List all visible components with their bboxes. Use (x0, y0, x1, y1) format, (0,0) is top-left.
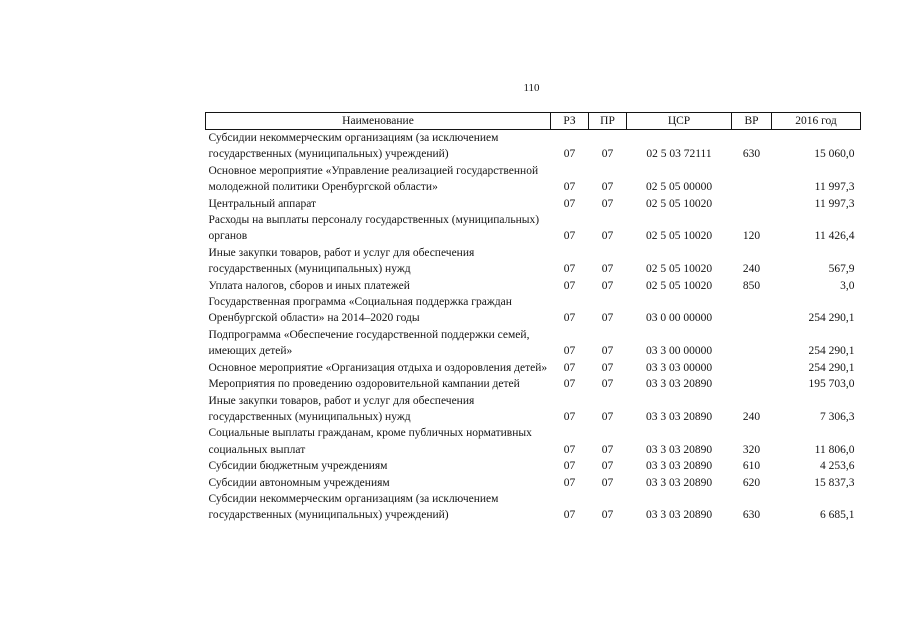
row-sum: 15 060,0 (814, 148, 855, 161)
row-sum: 11 997,3 (814, 197, 855, 210)
row-rz: 07 (563, 378, 576, 391)
table-row (206, 212, 861, 245)
row-rz: 07 (563, 361, 576, 374)
row-rz: 07 (563, 460, 576, 473)
row-sum: 254 290,1 (808, 361, 855, 374)
row-name: Государственная программа «Социальная поддержка граждан Оренбургской области» на 2014–2020 годы (208, 296, 512, 325)
row-sum: 11 806,0 (814, 443, 855, 456)
row-csr: 02 5 05 10020 (645, 197, 713, 210)
row-pr: 07 (601, 476, 614, 489)
header-csr: ЦСР (627, 113, 732, 130)
header-sum: 2016 год (772, 113, 861, 130)
row-csr: 03 3 03 20890 (645, 476, 713, 489)
row-pr: 07 (601, 263, 614, 276)
row-sum: 195 703,0 (808, 378, 855, 391)
row-pr: 07 (601, 279, 614, 292)
row-csr: 02 5 03 72111 (646, 148, 712, 161)
table-body (206, 130, 861, 524)
page-number: 110 (523, 82, 540, 94)
row-rz: 07 (563, 197, 576, 210)
row-name: Субсидии автономным учреждениям (208, 476, 390, 489)
row-rz: 07 (563, 410, 576, 423)
row-rz: 07 (563, 312, 576, 325)
row-csr: 03 3 03 20890 (645, 460, 713, 473)
table-row (206, 294, 861, 327)
row-name: Иные закупки товаров, работ и услуг для обеспечения государственных (муниципальных) нужд (208, 394, 475, 423)
row-sum: 11 997,3 (814, 181, 855, 194)
budget-table (205, 112, 861, 524)
row-csr: 02 5 05 10020 (645, 263, 713, 276)
row-rz: 07 (563, 345, 576, 358)
table-row (206, 425, 861, 458)
row-rz: 07 (563, 230, 576, 243)
row-csr: 02 5 05 00000 (645, 181, 713, 194)
row-name: Уплата налогов, сборов и иных платежей (208, 279, 410, 292)
table-row (206, 491, 861, 524)
row-sum: 15 837,3 (814, 476, 855, 489)
row-vr: 630 (742, 148, 761, 161)
row-vr: 120 (742, 230, 761, 243)
row-sum: 11 426,4 (814, 230, 855, 243)
row-name: Социальные выплаты гражданам, кроме публичных нормативных социальных выплат (208, 427, 532, 456)
row-csr: 02 5 05 10020 (645, 279, 713, 292)
header-rz: РЗ (551, 113, 589, 130)
row-sum: 567,9 (828, 263, 855, 276)
row-pr: 07 (601, 410, 614, 423)
header-pr: ПР (589, 113, 627, 130)
row-vr: 850 (742, 279, 761, 292)
row-vr: 320 (742, 443, 761, 456)
table-row (206, 245, 861, 278)
row-name: Субсидии некоммерческим организациям (за исключением государственных (муниципальных) учреждений) (208, 132, 499, 161)
row-rz: 07 (563, 279, 576, 292)
row-pr: 07 (601, 181, 614, 194)
table-row (206, 458, 861, 474)
row-pr: 07 (601, 312, 614, 325)
row-name: Мероприятия по проведению оздоровительной кампании детей (208, 378, 520, 391)
table-row (206, 393, 861, 426)
row-vr (732, 327, 772, 360)
row-vr (732, 294, 772, 327)
row-vr: 240 (742, 263, 761, 276)
row-pr: 07 (601, 345, 614, 358)
row-vr: 610 (742, 460, 761, 473)
row-csr: 03 3 03 20890 (645, 410, 713, 423)
row-vr (732, 163, 772, 196)
row-csr: 03 3 03 20890 (645, 443, 713, 456)
row-pr: 07 (601, 361, 614, 374)
row-pr: 07 (601, 378, 614, 391)
row-pr: 07 (601, 230, 614, 243)
row-pr: 07 (601, 197, 614, 210)
row-rz: 07 (563, 443, 576, 456)
row-pr: 07 (601, 443, 614, 456)
row-csr: 03 0 00 00000 (645, 312, 713, 325)
row-rz: 07 (563, 476, 576, 489)
table-row (206, 163, 861, 196)
row-vr: 630 (742, 509, 761, 522)
row-pr: 07 (601, 460, 614, 473)
row-name: Центральный аппарат (208, 197, 317, 210)
row-csr: 02 5 05 10020 (645, 230, 713, 243)
row-vr (732, 376, 772, 392)
row-sum: 254 290,1 (808, 345, 855, 358)
row-sum: 7 306,3 (820, 410, 855, 423)
row-rz: 07 (563, 509, 576, 522)
row-pr: 07 (601, 148, 614, 161)
table-row (206, 130, 861, 163)
row-sum: 4 253,6 (820, 460, 855, 473)
row-name: Иные закупки товаров, работ и услуг для обеспечения государственных (муниципальных) нужд (208, 246, 475, 276)
row-rz: 07 (563, 148, 576, 161)
table-row (206, 360, 861, 376)
table-row (206, 327, 861, 360)
table-row (206, 475, 861, 491)
row-csr: 03 3 03 00000 (645, 361, 713, 374)
row-rz: 07 (563, 263, 576, 276)
row-name: Расходы на выплаты персоналу государственных (муниципальных) органов (208, 214, 540, 243)
row-vr (732, 196, 772, 212)
table-row (206, 278, 861, 294)
row-vr: 620 (742, 476, 761, 489)
row-vr (732, 360, 772, 376)
row-name: Субсидии бюджетным учреждениям (208, 460, 388, 473)
row-sum: 254 290,1 (808, 312, 855, 325)
table-row (206, 196, 861, 212)
header-name: Наименование (206, 113, 551, 130)
row-rz: 07 (563, 181, 576, 194)
table-row (206, 376, 861, 392)
row-sum: 6 685,1 (820, 509, 855, 522)
row-sum: 3,0 (840, 279, 855, 292)
row-csr: 03 3 03 20890 (645, 509, 713, 522)
row-vr: 240 (742, 410, 761, 423)
header-vr: ВР (732, 113, 772, 130)
row-name: Основное мероприятие «Управление реализацией государственной молодежной политики Оренбургской области» (208, 164, 539, 194)
row-name: Субсидии некоммерческим организациям (за исключением государственных (муниципальных) учреждений) (208, 492, 499, 522)
row-name: Основное мероприятие «Организация отдыха и оздоровления детей» (208, 361, 548, 374)
row-csr: 03 3 00 00000 (645, 345, 713, 358)
row-name: Подпрограмма «Обеспечение государственной поддержки семей, имеющих детей» (208, 328, 530, 358)
row-csr: 03 3 03 20890 (645, 378, 713, 391)
row-pr: 07 (601, 509, 614, 522)
table-header-row (206, 113, 861, 130)
